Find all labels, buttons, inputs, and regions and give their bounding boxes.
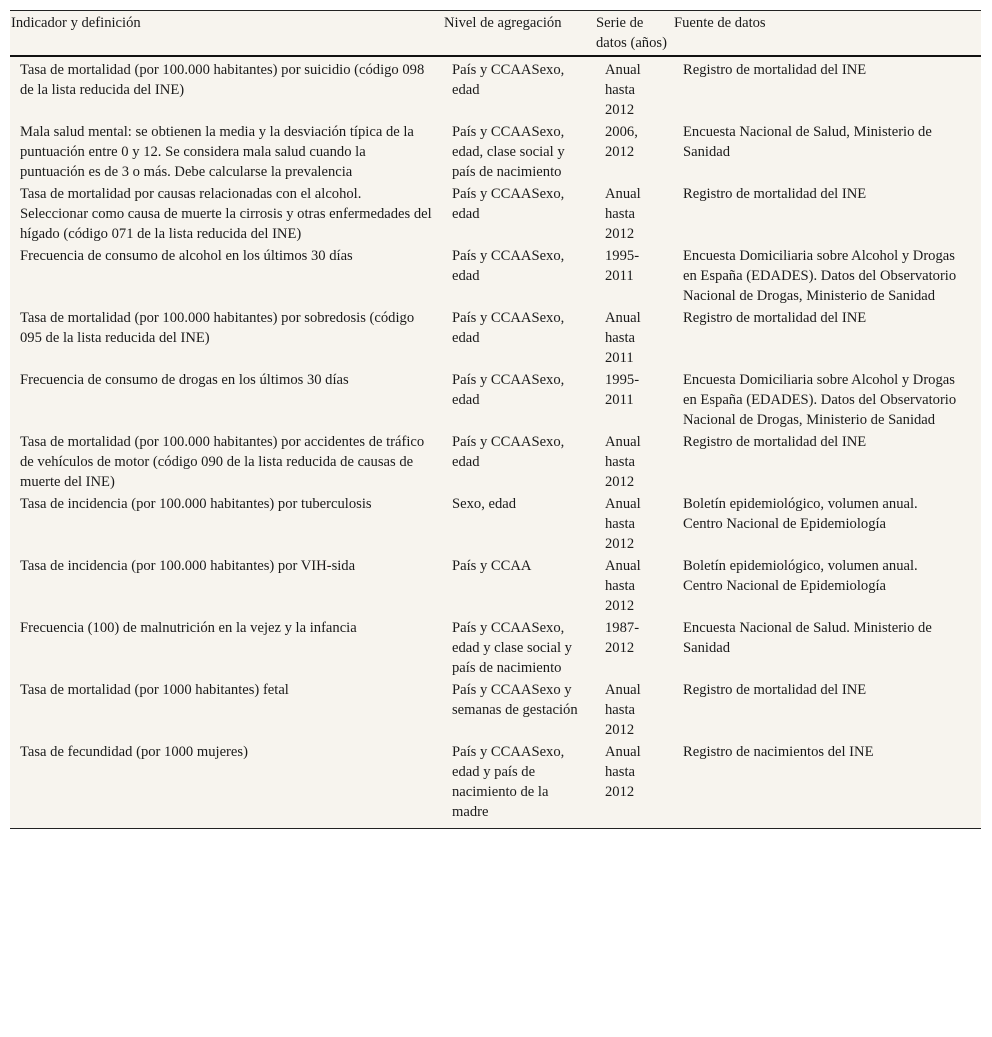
table-row xyxy=(10,493,981,555)
cell-nivel: País y CCAASexo, edad xyxy=(452,186,565,222)
indicators-table xyxy=(10,11,981,828)
table-row xyxy=(10,307,981,369)
cell-serie: Anual hasta 2012 xyxy=(605,496,641,552)
cell-fuente: Encuesta Nacional de Salud, Ministerio de Sanidad xyxy=(683,124,932,160)
indicators-table-container xyxy=(10,10,981,829)
table-row xyxy=(10,369,981,431)
table-body xyxy=(10,56,981,828)
cell-indicador: Tasa de mortalidad (por 1000 habitantes) fetal xyxy=(20,682,289,698)
table-row xyxy=(10,679,981,741)
cell-nivel: País y CCAASexo, edad xyxy=(452,310,565,346)
table-row xyxy=(10,245,981,307)
cell-serie: Anual hasta 2012 xyxy=(605,186,641,242)
cell-nivel: País y CCAASexo, edad xyxy=(452,434,565,470)
cell-fuente: Registro de mortalidad del INE xyxy=(683,186,867,202)
header-indicador: Indicador y definición xyxy=(10,11,443,56)
cell-fuente: Boletín epidemiológico, volumen anual. Centro Nacional de Epidemiología xyxy=(683,496,918,532)
cell-serie: Anual hasta 2012 xyxy=(605,682,641,738)
cell-fuente: Registro de mortalidad del INE xyxy=(683,434,867,450)
table-row xyxy=(10,56,981,121)
cell-fuente: Boletín epidemiológico, volumen anual. Centro Nacional de Epidemiología xyxy=(683,558,918,594)
cell-indicador: Tasa de mortalidad (por 100.000 habitantes) por sobredosis (código 095 de la lista reducida del INE) xyxy=(20,310,415,346)
cell-serie: 1995-2011 xyxy=(605,248,640,284)
cell-serie: Anual hasta 2012 xyxy=(605,558,641,614)
cell-indicador: Frecuencia de consumo de alcohol en los últimos 30 días xyxy=(20,248,353,264)
cell-serie: Anual hasta 2011 xyxy=(605,310,641,366)
cell-serie: 1995-2011 xyxy=(605,372,640,408)
cell-serie: 2006, 2012 xyxy=(605,124,638,160)
table-row xyxy=(10,741,981,828)
cell-nivel: País y CCAASexo, edad, clase social y país de nacimiento xyxy=(452,124,565,180)
cell-fuente: Registro de mortalidad del INE xyxy=(683,310,867,326)
cell-serie: 1987-2012 xyxy=(605,620,640,656)
cell-indicador: Mala salud mental: se obtienen la media y la desviación típica de la puntuación entre 0 y 12. Se considera mala salud cuando la puntuación es de 3 o más. Debe calcularse la prevalencia xyxy=(20,124,414,180)
cell-indicador: Tasa de mortalidad (por 100.000 habitantes) por suicidio (código 098 de la lista reducida del INE) xyxy=(20,62,425,98)
table-row xyxy=(10,121,981,183)
cell-nivel: País y CCAASexo, edad xyxy=(452,372,565,408)
cell-indicador: Tasa de mortalidad por causas relacionadas con el alcohol. Seleccionar como causa de muerte la cirrosis y otras enfermedades del hígado (código 071 de la lista reducida del INE) xyxy=(20,186,432,242)
header-row xyxy=(10,11,981,56)
table-row xyxy=(10,183,981,245)
cell-nivel: País y CCAASexo, edad xyxy=(452,248,565,284)
cell-indicador: Tasa de incidencia (por 100.000 habitantes) por tuberculosis xyxy=(20,496,372,512)
cell-indicador: Tasa de mortalidad (por 100.000 habitantes) por accidentes de tráfico de vehículos de motor (código 090 de la lista reducida de causas de muerte del INE) xyxy=(20,434,425,490)
cell-fuente: Encuesta Nacional de Salud. Ministerio de Sanidad xyxy=(683,620,932,656)
cell-serie: Anual hasta 2012 xyxy=(605,744,641,800)
cell-fuente: Encuesta Domiciliaria sobre Alcohol y Drogas en España (EDADES). Datos del Observatorio Nacional de Drogas, Ministerio de Sanidad xyxy=(683,372,957,428)
cell-nivel: Sexo, edad xyxy=(452,496,517,512)
cell-fuente: Registro de nacimientos del INE xyxy=(683,744,874,760)
cell-fuente: Registro de mortalidad del INE xyxy=(683,682,867,698)
table-row xyxy=(10,431,981,493)
table-header xyxy=(10,11,981,56)
table-row xyxy=(10,617,981,679)
cell-nivel: País y CCAASexo y semanas de gestación xyxy=(452,682,578,718)
header-serie: Serie de datos (años) xyxy=(594,11,673,56)
cell-fuente: Registro de mortalidad del INE xyxy=(683,62,867,78)
cell-fuente: Encuesta Domiciliaria sobre Alcohol y Drogas en España (EDADES). Datos del Observatorio Nacional de Drogas, Ministerio de Sanidad xyxy=(683,248,957,304)
header-fuente: Fuente de datos xyxy=(673,11,981,56)
table-row xyxy=(10,555,981,617)
cell-nivel: País y CCAA xyxy=(452,558,532,574)
cell-indicador: Tasa de fecundidad (por 1000 mujeres) xyxy=(20,744,248,760)
cell-indicador: Tasa de incidencia (por 100.000 habitantes) por VIH-sida xyxy=(20,558,356,574)
cell-nivel: País y CCAASexo, edad y país de nacimiento de la madre xyxy=(452,744,565,820)
cell-nivel: País y CCAASexo, edad y clase social y país de nacimiento xyxy=(452,620,572,676)
cell-serie: Anual hasta 2012 xyxy=(605,434,641,490)
cell-indicador: Frecuencia de consumo de drogas en los últimos 30 días xyxy=(20,372,349,388)
cell-indicador: Frecuencia (100) de malnutrición en la vejez y la infancia xyxy=(20,620,357,636)
cell-nivel: País y CCAASexo, edad xyxy=(452,62,565,98)
cell-serie: Anual hasta 2012 xyxy=(605,62,641,118)
header-nivel: Nivel de agregación xyxy=(443,11,594,56)
